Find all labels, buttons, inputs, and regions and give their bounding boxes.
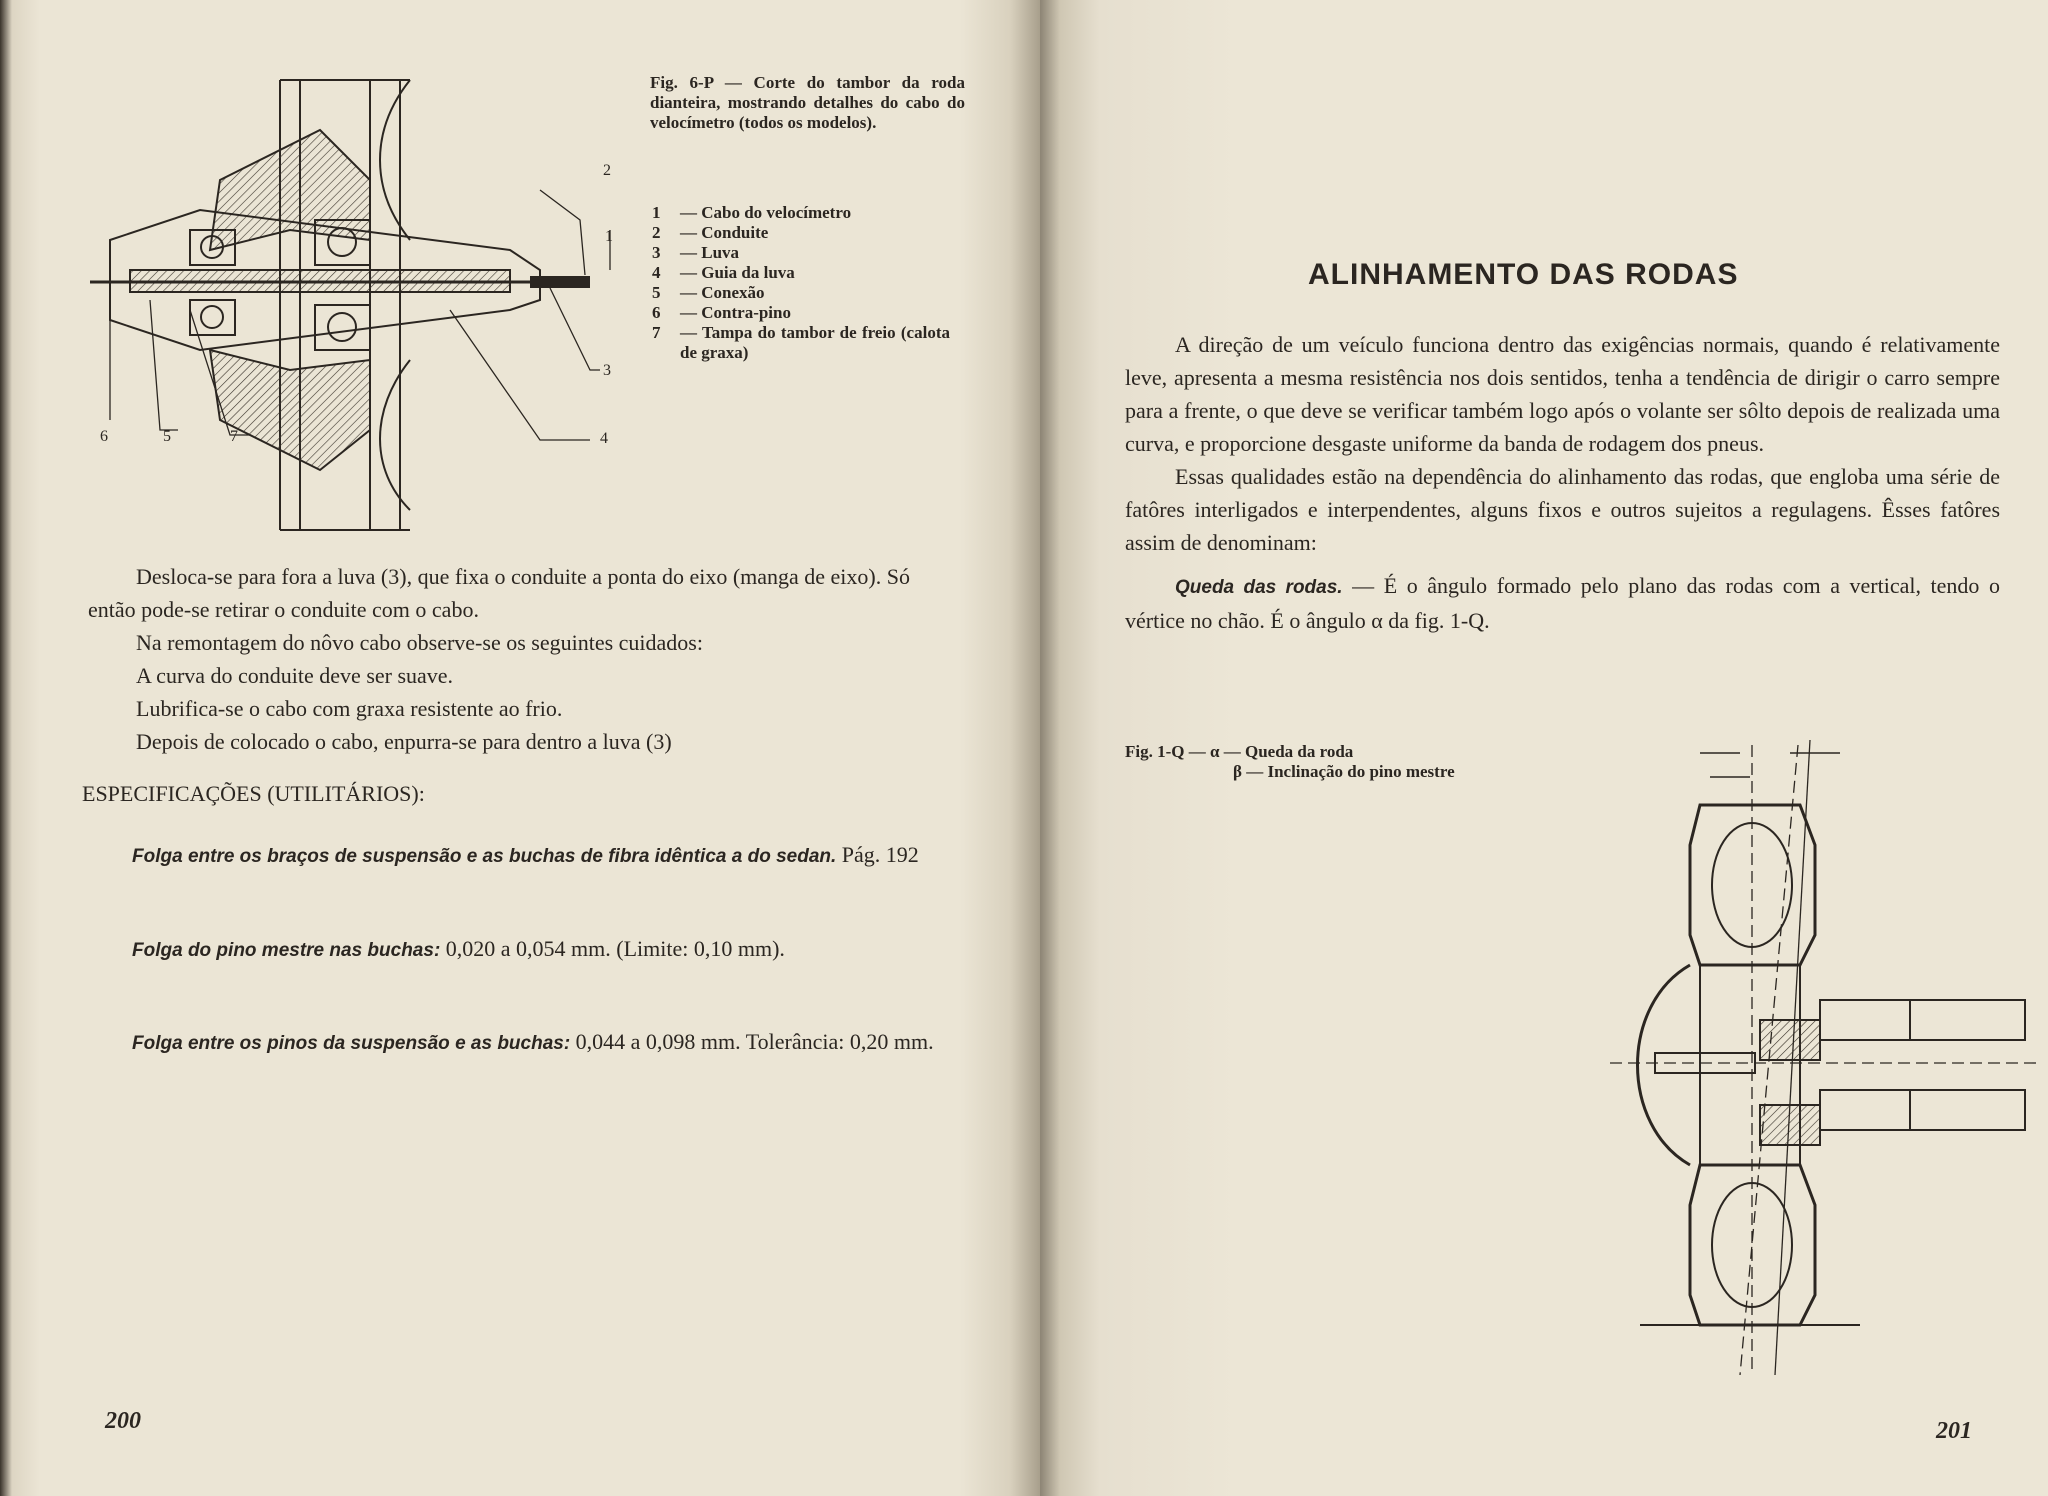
paragraph: Desloca-se para fora a luva (3), que fixa o conduite a ponta do eixo (manga de eixo). Só então pode-se retirar o conduite com o cabo. [88, 564, 910, 622]
legend-item: 4 — Guia da luva [652, 263, 795, 282]
legend-item: 1 — Cabo do velocímetro [652, 203, 852, 222]
paragraph: Essas qualidades estão na dependência do alinhamento das rodas, que engloba uma série de fatôres interligados e interpendentes, alguns fixos e outros sujeitos a regulagens. Êsses fatôres assim de denominam: [1125, 464, 2000, 555]
figure-6p-caption: Fig. 6-P — Corte do tambor da roda dianteira, mostrando detalhes do cabo do velocímetro (todos os modelos). [650, 73, 965, 132]
paragraph: Na remontagem do nôvo cabo observe-se os seguintes cuidados: [136, 630, 703, 655]
paragraph: Depois de colocado o cabo, enpurra-se para dentro a luva (3) [136, 729, 672, 754]
legend-item: 6 — Contra-pino [652, 303, 791, 322]
spec-item [132, 932, 952, 967]
page-number-left: 200 [105, 1408, 141, 1434]
right-page [1040, 0, 2048, 1496]
spec-heading: ESPECIFICAÇÕES (UTILITÁRIOS): [82, 781, 425, 806]
callout-5: 5 [163, 428, 171, 445]
section-title: ALINHAMENTO DAS RODAS [1308, 258, 1739, 291]
callout-3: 3 [603, 362, 611, 379]
page-number-right: 201 [1936, 1418, 1972, 1444]
callout-4: 4 [600, 430, 608, 447]
paragraph: Lubrifica-se o cabo com graxa resistente ao frio. [136, 696, 563, 721]
spec-item [132, 1025, 952, 1060]
legend-item: 5 — Conexão [652, 283, 765, 302]
spec-value: 0,044 a 0,098 mm. Tolerância: 0,20 mm. [575, 1029, 934, 1054]
spec-label: Folga entre os braços de suspensão e as buchas de fibra idêntica a do sedan. [132, 846, 837, 867]
callout-7: 7 [230, 428, 238, 445]
figure-1q-caption: Fig. 1-Q — α — Queda da roda β — Inclinação do pino mestre [1125, 742, 1455, 781]
paragraph: A direção de um veículo funciona dentro das exigências normais, quando é relativamente leve, apresenta a mesma resistência nos dois sentidos, tenha a tendência de dirigir o carro sempre para a frente, o que deve se verificar também logo após o volante ser sôlto depois de realizada uma curva, e proporcione desgaste uniforme da banda de rodagem dos pneus. [1125, 332, 2000, 456]
legend-item: 3 — Luva [652, 243, 740, 262]
wheel-camber-figure [1600, 735, 2040, 1385]
definition-paragraph [1125, 569, 2000, 637]
paragraph: A curva do conduite deve ser suave. [136, 663, 454, 688]
callout-6: 6 [100, 428, 108, 445]
spec-value: 0,020 a 0,054 mm. (Limite: 0,10 mm). [445, 936, 785, 961]
spec-label: Folga do pino mestre nas buchas: [132, 940, 441, 961]
spec-item [132, 838, 952, 873]
spec-value: Pág. 192 [841, 842, 919, 867]
hub-cross-section-figure [70, 70, 650, 540]
callout-2: 2 [603, 162, 611, 179]
spec-label: Folga entre os pinos da suspensão e as buchas: [132, 1033, 571, 1054]
definition-term: Queda das rodas. [1175, 577, 1343, 598]
legend-item: 7 — Tampa do tambor de freio (calota de graxa) [652, 323, 950, 362]
body-text-right [1125, 328, 2000, 637]
legend-item: 2 — Conduite [652, 223, 769, 242]
figure-6p-legend [652, 203, 967, 363]
definition-text: — É o ângulo formado pelo plano das rodas com a vertical, tendo o vértice no chão. É o ângulo α da fig. 1-Q. [1125, 573, 2000, 633]
callout-1: 1 [605, 228, 613, 245]
body-text-left [88, 560, 958, 758]
